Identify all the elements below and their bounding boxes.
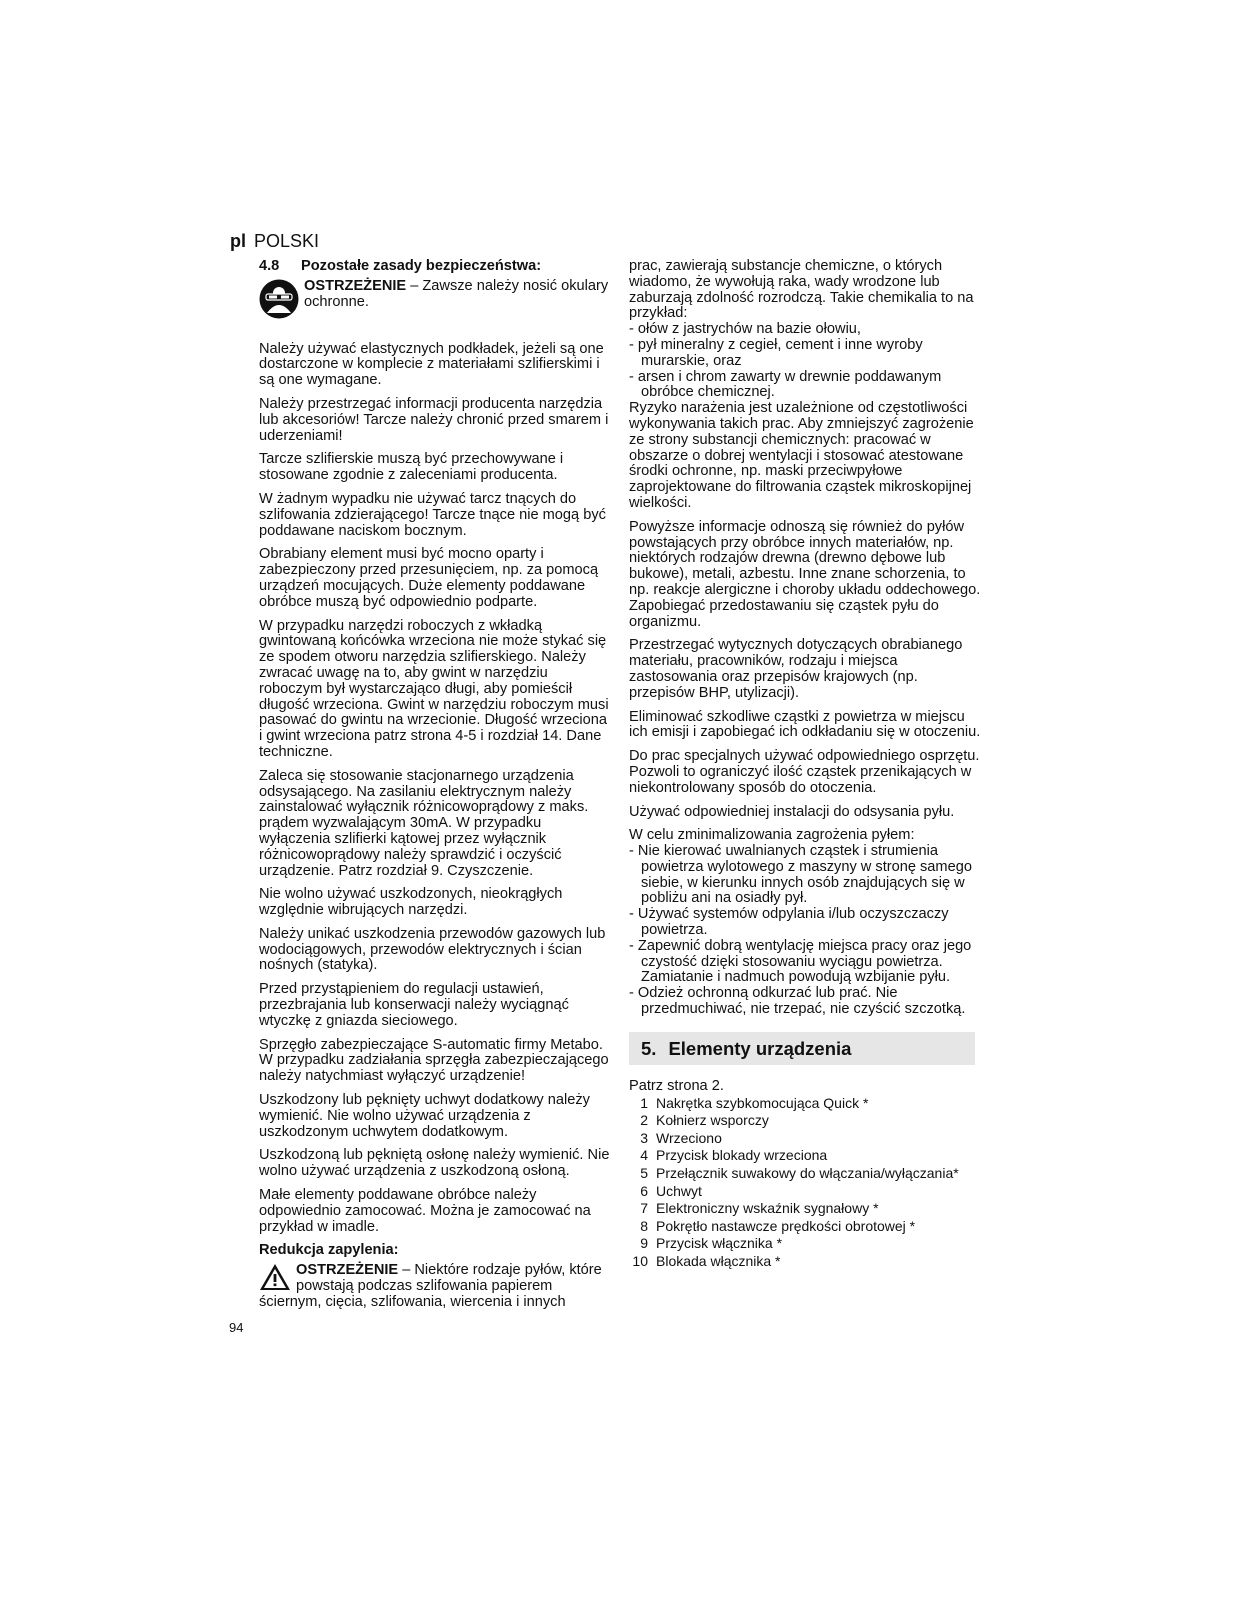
paragraph: Należy przestrzegać informacji producenta narzędzia lub akcesoriów! Tarcze należy chronić przed smarem i uderzeniami! [259,395,609,444]
paragraph: Używać odpowiedniej instalacji do odsysania pyłu. [629,803,955,820]
paragraph: Zaleca się stosowanie stacjonarnego urządzenia odsysającego. Na zasilaniu elektrycznym należy zainstalować wyłącznik różnicowoprądowy z maks. prądem wyzwalającym 30mA. W przypadku wyłączenia szlifierki kątowej przez wyłącznik różnicowoprądowy należy sprawdzić i oczyścić urządzenie. Patrz rozdział 9. Czyszczenie. [259,767,589,879]
section-title: Pozostałe zasady bezpieczeństwa: [301,258,542,274]
warning-triangle-icon [259,1263,293,1293]
paragraph: Małe elementy poddawane obróbce należy odpowiednio zamocować. Można je zamocować na przykład w imadle. [259,1187,591,1235]
list-item: 1 Nakrętka szybkomocująca Quick * [640,1094,869,1111]
paragraph: W żadnym wypadku nie używać tarcz tnących do szlifowania zdzierającego! Tarcze tnące nie mogą być poddawane naciskom bocznym. [259,490,606,539]
list-item: 2 Kołnierz wsporczy [640,1112,769,1129]
paragraph: Tarcze szlifierskie muszą być przechowywane i stosowane zgodnie z zaleceniami producenta. [259,451,564,484]
section-title: Elementy urządzenia [668,1037,852,1059]
warning-dust [259,1263,614,1310]
paragraph: Do prac specjalnych używać odpowiedniego osprzętu. Pozwoli to ograniczyć ilość cząstek przenikających w niekontrolowany sposób do otoczenia. [629,748,980,796]
paragraph: Obrabiany element musi być mocno oparty i zabezpieczony przed przesunięciem, np. za pomocą urządzeń mocujących. Duże elementy poddawane obróbce muszą być odpowiednio podparte. [259,546,599,610]
paragraph: Eliminować szkodliwe cząstki z powietrza w miejscu ich emisji i zapobiegać ich odkładaniu się w otoczeniu. [629,708,981,741]
right-column [629,259,981,1271]
list-item: 6 Uchwyt [640,1182,702,1199]
warning-label: OSTRZEŻENIE [304,277,407,294]
paragraph: Ryzyko narażenia jest uzależnione od częstotliwości wykonywania takich prac. Aby zmniejszyć zagrożenie ze strony substancji chemicznych: pracować w obszarze o dobrej wentylacji i stosować atestowane środki ochronne, np. maski przeciwpyłowe zaprojektowane do filtrowania cząstek mikroskopijnej wielkości. [629,400,974,511]
language-code: pl [230,231,246,251]
paragraph: prac, zawierają substancje chemiczne, o których wiadomo, że wywołują raka, wady wrodzone lub zaburzają zdolność rozrodczą. Takie chemikalia to na przykład: [629,258,974,322]
list-item: 10 Blokada włącznika * [632,1253,781,1269]
paragraph: Należy używać elastycznych podkładek, jeżeli są one dostarczone w komplecie z materiałami szlifierskimi i są one wymagane. [259,340,604,389]
page-number: 94 [229,1320,244,1335]
list-item: - arsen i chrom zawarty w drewnie poddawanym obróbce chemicznej. [629,368,942,401]
paragraph: Należy unikać uszkodzenia przewodów gazowych lub wodociągowych, przewodów elektrycznych i ścian nośnych (statyka). [259,925,606,974]
list-item: 7 Elektroniczny wskaźnik sygnałowy * [640,1200,879,1217]
section-heading-5 [629,1032,975,1065]
warning-label: OSTRZEŻENIE [296,1262,399,1279]
list-item: - Odzież ochronną odkurzać lub prać. Nie przedmuchiwać, nie trzepać, nie czyścić szczotką. [629,985,966,1018]
paragraph: Nie wolno używać uszkodzonych, nieokrągłych względnie wibrujących narzędzi. [259,886,563,919]
warning-text: – Niektóre rodzaje pyłów, które powstają podczas szlifowania papierem ściernym, cięcia, szlifowania, wiercenia i innych [259,1262,602,1310]
subheading-dust-reduction: Redukcja zapylenia: [259,1242,399,1259]
list-item: 5 Przełącznik suwakowy do włączania/wyłączania* [640,1165,959,1182]
page-language-header [230,231,319,251]
paragraph: W przypadku narzędzi roboczych z wkładką gwintowaną końcówka wrzeciona nie może stykać się ze spodem otworu narzędzia szlifierskiego. Należy zwracać uwagę na to, aby gwint w narzędziu roboczym był wystarczająco długi, aby pomieścił długość wrzeciona. Gwint w narzędziu roboczym musi pasować do gwintu na wrzecionie. Długość wrzeciona i gwint wrzeciona patrz strona 4-5 i rozdział 14. Dane techniczne. [259,617,609,760]
list-item: - pył mineralny z cegieł, cement i inne wyroby murarskie, oraz [629,336,923,369]
list-item: 9 Przycisk włącznika * [640,1235,783,1252]
warning-safety-glasses [259,279,614,324]
list-item: 4 Przycisk blokady wrzeciona [640,1147,828,1164]
section-heading [259,259,614,275]
elements-intro: Patrz strona 2. [629,1077,724,1094]
list-item: 8 Pokrętło nastawcze prędkości obrotowej * [640,1217,916,1234]
section-number: 5. [641,1037,657,1059]
left-column [259,259,614,1317]
paragraph: W celu zminimalizowania zagrożenia pyłem: [629,827,915,844]
paragraph: Sprzęgło zabezpieczające S-automatic firmy Metabo. W przypadku zadziałania sprzęgła zabezpieczającego należy natychmiast wyłączyć urządzenie! [259,1036,609,1085]
list-item: - Nie kierować uwalnianych cząstek i strumienia powietrza wylotowego z maszyny w stronę samego siebie, w kierunku innych osób znajdujących się w pobliżu ani na osiadły pył. [629,843,972,907]
elements-list [629,1095,981,1271]
paragraph: Uszkodzony lub pęknięty uchwyt dodatkowy należy wymienić. Nie wolno używać urządzenia z uszkodzonym uchwytem dodatkowym. [259,1092,590,1140]
paragraph: Uszkodzoną lub pękniętą osłonę należy wymienić. Nie wolno używać urządzenia z uszkodzoną osłoną. [259,1147,610,1180]
warning-text: – Zawsze należy nosić okulary ochronne. [304,277,609,310]
paragraph: Przed przystąpieniem do regulacji ustawień, przezbrajania lub konserwacji należy wyciągnąć wtyczkę z gniazda sieciowego. [259,981,569,1029]
list-item: - Zapewnić dobrą wentylację miejsca pracy oraz jego czystość dzięki stosowaniu wyciągu powietrza. Zamiatanie i nadmuch powodują wzbijanie pyłu. [629,937,972,986]
safety-glasses-icon [259,279,301,324]
section-number: 4.8 [259,258,280,274]
paragraph: Powyższe informacje odnoszą się również do pyłów powstających przy obróbce innych materiałów, np. niektórych rodzajów drewna (drewno dębowe lub bukowe), metali, azbestu. Inne znane schorzenia, to np. reakcje alergiczne i choroby układu oddechowego. Zapobiegać przedostawaniu się cząstek pyłu do organizmu. [629,518,981,630]
paragraph: Przestrzegać wytycznych dotyczących obrabianego materiału, pracowników, rodzaju i miejsca zastosowania oraz przepisów krajowych (np. przepisów BHP, utylizacji). [629,637,963,701]
list-item: 3 Wrzeciono [640,1129,722,1146]
language-name: POLSKI [254,231,320,251]
list-item: - ołów z jastrychów na bazie ołowiu, [629,321,861,338]
list-item: - Używać systemów odpylania i/lub oczyszczaczy powietrza. [629,906,949,939]
